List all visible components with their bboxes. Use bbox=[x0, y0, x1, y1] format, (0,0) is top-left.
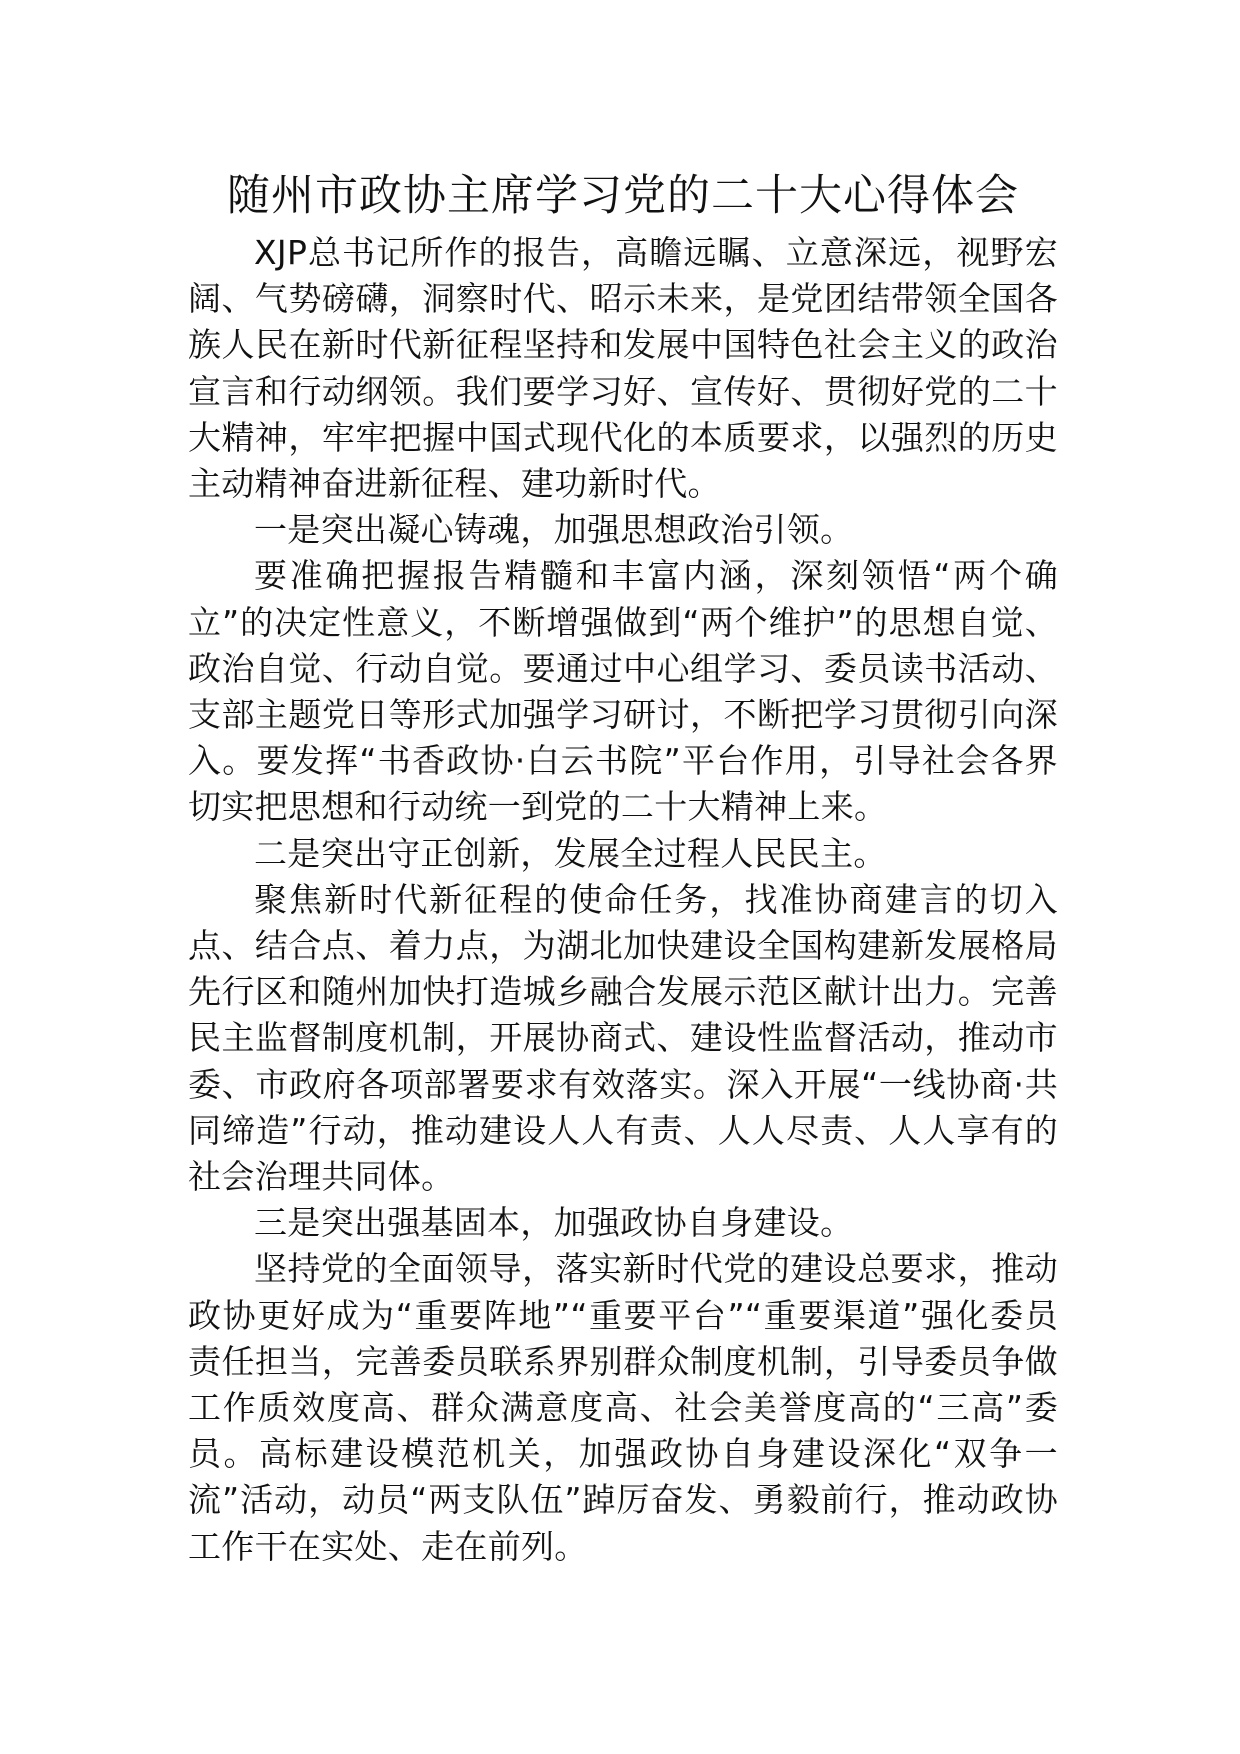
section-heading: 三是突出强基固本，加强政协自身建设。 bbox=[254, 1203, 854, 1243]
body-paragraph: 聚焦新时代新征程的使命任务，找准协商建言的切入点、结合点、着力点，为湖北加快建设全国构建新发展格局先行区和随州加快打造城乡融合发展示范区献计出力。完善民主监督制度机制，开展协商式、建设性监督活动，推动市委、市政府各项部署要求有效落实。深入开展“一线协商·共同缔造”行动，推动建设人人有责、人人尽责、人人享有的社会治理共同体。 bbox=[188, 879, 1058, 1197]
body-paragraph: XJP总书记所作的报告，高瞻远瞩、立意深远，视野宏阔、气势磅礴，洞察时代、昭示未来，是党团结带领全国各族人民在新时代新征程坚持和发展中国特色社会主义的政治宣言和行动纲领。我们要学习好、宣传好、贯彻好党的二十大精神，牢牢把握中国式现代化的本质要求，以强烈的历史主动精神奋进新征程、建功新时代。 bbox=[188, 233, 1058, 504]
body-paragraph: 要准确把握报告精髓和丰富内涵，深刻领悟“两个确立”的决定性意义，不断增强做到“两个维护”的思想自觉、政治自觉、行动自觉。要通过中心组学习、委员读书活动、支部主题党日等形式加强学习研讨，不断把学习贯彻引向深入。要发挥“书香政协·白云书院”平台作用，引导社会各界切实把思想和行动统一到党的二十大精神上来。 bbox=[188, 556, 1058, 827]
document-page bbox=[188, 168, 1058, 1570]
body-paragraph: 坚持党的全面领导，落实新时代党的建设总要求，推动政协更好成为“重要阵地”“重要平台”“重要渠道”强化委员责任担当，完善委员联系界别群众制度机制，引导委员争做工作质效度高、群众满意度高、社会美誉度高的“三高”委员。高标建设模范机关，加强政协自身建设深化“双争一流”活动，动员“两支队伍”踔厉奋发、勇毅前行，推动政协工作干在实处、走在前列。 bbox=[188, 1249, 1058, 1566]
section-heading: 一是突出凝心铸魂，加强思想政治引领。 bbox=[254, 510, 854, 550]
section-heading: 二是突出守正创新，发展全过程人民民主。 bbox=[254, 833, 887, 873]
document-title: 随州市政协主席学习党的二十大心得体会 bbox=[227, 171, 1019, 221]
